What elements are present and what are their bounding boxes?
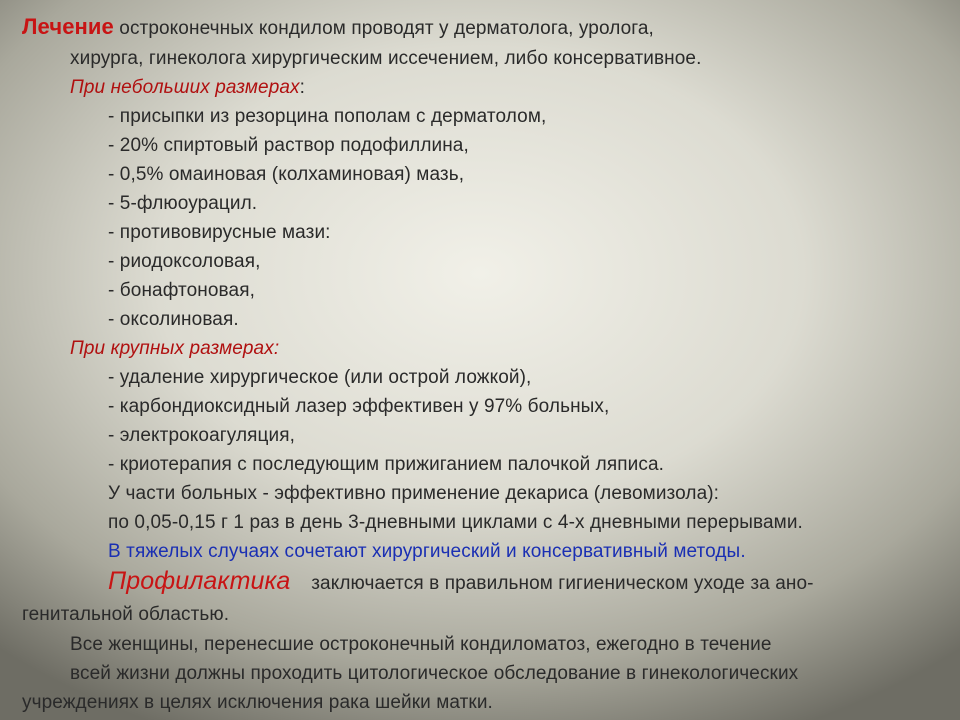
small-item: - бонафтоновая,	[108, 280, 255, 301]
large-item: - криотерапия с последующим прижиганием палочкой ляписа.	[108, 454, 664, 475]
treatment-intro-text: остроконечных кондилом проводят у дерматолога, уролога,	[119, 18, 654, 39]
prevention-heading: Профилактика	[108, 567, 291, 595]
small-item: - риодоксоловая,	[108, 251, 261, 272]
small-item: - присыпки из резорцина пополам с дерматолом,	[108, 106, 547, 127]
small-item: - 20% спиртовый раствор подофиллина,	[108, 135, 469, 156]
small-size-heading	[70, 75, 305, 101]
decaris-line-2: по 0,05-0,15 г 1 раз в день 3-дневными циклами с 4-х дневными перерывами.	[108, 512, 803, 533]
treatment-heading: Лечение	[22, 14, 114, 39]
women-line-3: учреждениях в целях исключения рака шейки матки.	[22, 692, 493, 713]
women-line-1: Все женщины, перенесшие остроконечный кондиломатоз, ежегодно в течение	[70, 634, 772, 655]
prevention-line-1	[108, 568, 814, 597]
small-item: - 5-флюоурацил.	[108, 193, 258, 214]
women-line-2: всей жизни должны проходить цитологическое обследование в гинекологических	[70, 663, 799, 684]
large-item: - удаление хирургическое (или острой ложкой),	[108, 367, 532, 388]
small-item: - противовирусные мази:	[108, 222, 331, 243]
small-item: - 0,5% омаиновая (колхаминовая) мазь,	[108, 164, 465, 185]
small-size-heading-colon: :	[299, 77, 306, 98]
prevention-line-2: генитальной областью.	[22, 604, 230, 625]
treatment-intro-line-1	[22, 14, 654, 42]
large-item: - электрокоагуляция,	[108, 425, 296, 446]
treatment-intro-line-2: хирурга, гинеколога хирургическим иссечением, либо консервативное.	[70, 48, 702, 69]
decaris-line-1: У части больных - эффективно применение декариса (левомизола):	[108, 483, 720, 504]
prevention-text-1: заключается в правильном гигиеническом уходе за ано-	[311, 573, 814, 594]
large-item: - карбондиоксидный лазер эффективен у 97% больных,	[108, 396, 610, 417]
small-item: - оксолиновая.	[108, 309, 239, 330]
small-size-heading-text: При небольших размерах	[70, 77, 300, 98]
large-size-heading: При крупных размерах:	[70, 338, 280, 359]
severe-cases-note: В тяжелых случаях сочетают хирургический и консервативный методы.	[108, 541, 746, 562]
